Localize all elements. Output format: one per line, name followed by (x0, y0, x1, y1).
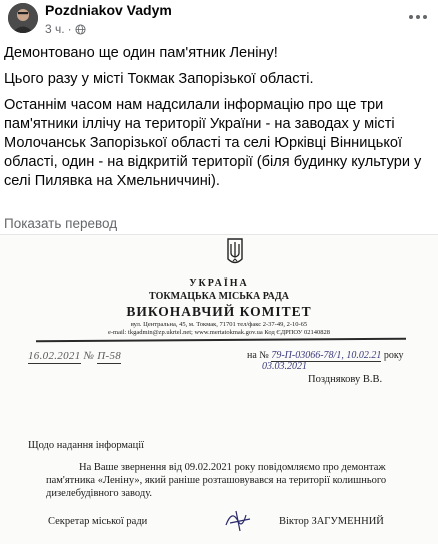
outgoing-no-label: № (83, 350, 95, 362)
post-meta: 3 ч. · (45, 22, 86, 36)
post-paragraph: Останнім часом нам надсилали інформацію про ще три пам'ятники іллічу на території України - на заводах у місті Молочанськ Запорізької області та селі Юрківці Вінницької області, один - на відкритій території (біля будинку культури у селі Пилявка на Хмельниччині). (4, 97, 422, 189)
post-header (0, 0, 438, 42)
post-paragraph: Демонтовано ще один пам'ятник Леніну! (4, 45, 278, 61)
avatar[interactable] (8, 3, 38, 33)
incoming-number: 79-П-03066-78/1, 10.02.21 (271, 350, 382, 361)
doc-council: ТОКМАЦЬКА МІСЬКА РАДА (149, 291, 289, 302)
handwritten-signature (222, 507, 256, 533)
addressee: Позднякову В.В. (308, 374, 383, 385)
letterhead-divider (36, 338, 406, 343)
letter-body-line: пам'ятника «Леніну», який раніше розташовувався на території колишнього (46, 475, 387, 486)
doc-country: УКРАЇНА (189, 278, 249, 289)
incoming-year-suffix: року (383, 350, 404, 361)
more-options-button[interactable] (406, 8, 430, 26)
doc-committee: ВИКОНАВЧИЙ КОМІТЕТ (126, 304, 312, 319)
globe-icon (75, 24, 86, 35)
more-horizontal-icon (409, 15, 413, 19)
trident-emblem-icon (226, 235, 244, 267)
letter-body-line: На Ваше звернення від 09.02.2021 року повідомляємо про демонтаж (79, 462, 386, 473)
outgoing-registration (28, 350, 121, 362)
doc-address: вул. Центральна, 45, м. Токмак, 71701 тел/факс 2-37-49, 2-10-65 (130, 321, 308, 328)
signer-role: Секретар міської ради (48, 516, 148, 527)
author-name[interactable]: Pozdniakov Vadym (45, 2, 172, 18)
outgoing-number: П-58 (97, 350, 122, 362)
doc-contacts: e-mail: tkgadmin@zp.ukrtel.net; www.mertatokmak.gov.ua Код ЄДРПОУ 02140828 (107, 329, 330, 336)
see-translation-link[interactable]: Показать перевод (4, 216, 118, 231)
letter-subject: Щодо надання інформації (28, 440, 145, 451)
signer-name: Віктор ЗАГУМЕННИЙ (279, 516, 384, 527)
post-paragraph: Цього разу у місті Токмак Запорізької області. (4, 71, 314, 87)
post-timestamp[interactable]: 3 ч. (45, 22, 65, 36)
post-attached-photo[interactable] (0, 234, 438, 544)
incoming-label: на № (247, 350, 269, 361)
letter-body-line: дизелебудівного заводу. (46, 488, 153, 499)
avatar-photo (8, 3, 38, 33)
outgoing-date: 16.02.2021 (28, 350, 81, 362)
incoming-date: 03.03.2021 (262, 361, 307, 372)
post-text (4, 44, 430, 198)
incoming-reference (247, 350, 404, 361)
